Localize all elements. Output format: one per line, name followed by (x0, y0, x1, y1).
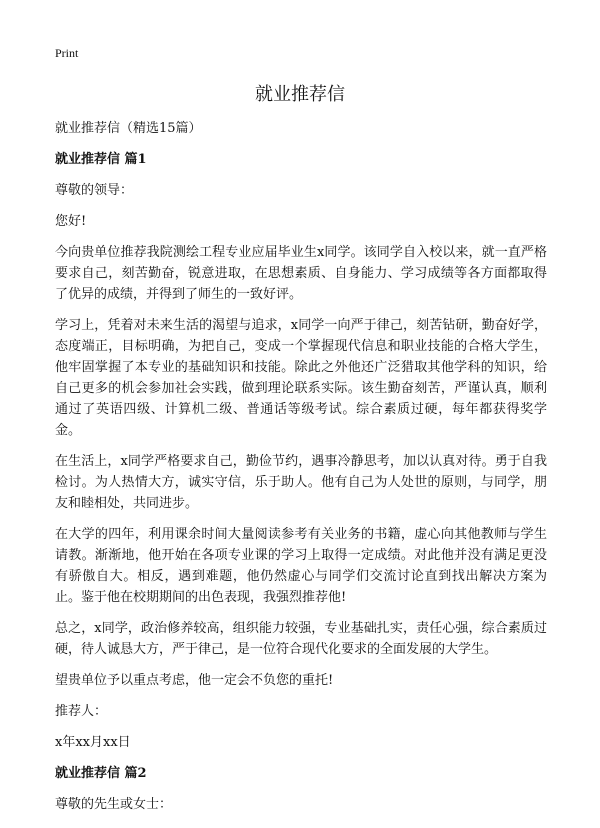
section-1-greeting: 您好! (55, 214, 87, 229)
section-1-paragraph: 望贵单位予以重点考虑，他一定会不负您的重托! (55, 673, 334, 688)
document-title: 就业推荐信 (255, 84, 345, 105)
signature-label: 推荐人： (55, 704, 108, 719)
section-1-paragraph: 学习上，凭着对未来生活的渴望与追求，x同学一向严于律己，刻苦钻研，勤奋好学，态度端正，目标明确，为把自己，变成一个掌握现代信息和职业技能的合格大学生，他牢固掌握了本专业的基础知识和技能。除此之外他还广泛猎取其他学科的知识，给自己更多的机会参加社会实践，做到理论联系实际。该生勤奋刻苦，严谨认真，顺利通过了英语四级、计算机二级、普通话等级考试。综合素质过硬，每年都获得奖学金。 (55, 318, 547, 438)
signature-date: x年xx月xx日 (55, 735, 131, 750)
section-1-paragraph: 在生活上，x同学严格要求自己，勤俭节约，遇事冷静思考，加以认真对待。勇于自我检讨。为人热情大方，诚实守信，乐于助人。他有自己为人处世的原则，与同学，朋友和睦相处，共同进步。 (55, 454, 547, 511)
section-1-paragraph: 总之，x同学，政治修养较高，组织能力较强，专业基础扎实，责任心强，综合素质过硬，待人诚恳大方，严于律己，是一位符合现代化要求的全面发展的大学生。 (55, 621, 547, 657)
document-body (55, 118, 547, 825)
section-2-heading: 就业推荐信 篇2 (55, 766, 147, 781)
section-1-heading: 就业推荐信 篇1 (55, 152, 147, 167)
section-1-paragraph: 今向贵单位推荐我院测绘工程专业应届毕业生x同学。该同学自入校以来，就一直严格要求自己，刻苦勤奋，锐意进取，在思想素质、自身能力、学习成绩等各方面都取得了优异的成绩，并得到了师生的一致好评。 (55, 245, 547, 302)
section-1-salutation: 尊敬的领导： (55, 183, 134, 198)
document-subtitle: 就业推荐信（精选15篇） (55, 121, 202, 136)
section-2-salutation: 尊敬的先生或女士： (55, 797, 173, 812)
section-1-paragraph: 在大学的四年，利用课余时间大量阅读参考有关业务的书籍，虚心向其他教师与学生请教。渐渐地，他开始在各项专业课的学习上取得一定成绩。对此他并没有满足更没有骄傲自大。相反，遇到难题，他仍然虚心与同学们交流讨论直到找出解决方案为止。鉴于他在校期期间的出色表现，我强烈推荐他! (55, 527, 547, 605)
print-label: Print (55, 46, 79, 60)
